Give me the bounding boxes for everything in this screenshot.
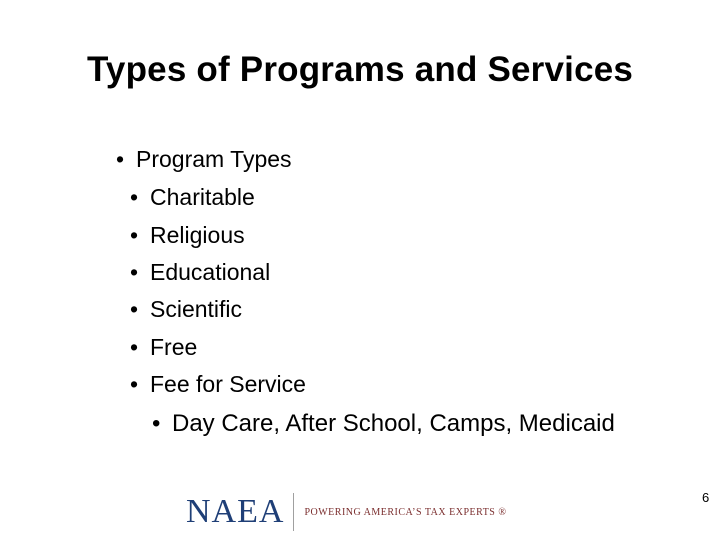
sub-bullet-text: Fee for Service xyxy=(150,371,306,397)
bullet-glyph: • xyxy=(130,371,139,397)
logo-mark: NAEA xyxy=(186,493,285,530)
bullet-glyph: • xyxy=(152,410,161,437)
page-number: 6 xyxy=(702,490,710,505)
bullet-text: Program Types xyxy=(136,146,292,172)
bullet-glyph: • xyxy=(130,334,139,360)
naea-logo xyxy=(186,492,506,532)
sub-bullet-text: Religious xyxy=(150,222,245,248)
sub-bullet-item xyxy=(130,334,197,361)
sub-bullet-text: Educational xyxy=(150,259,271,285)
bullet-program-types xyxy=(116,146,292,173)
sub-bullet-text: Free xyxy=(150,334,198,360)
sub-bullet-item xyxy=(130,222,245,249)
sub-bullet-item xyxy=(130,259,270,286)
sub-bullet-text: Scientific xyxy=(150,296,243,322)
sub-sub-bullet-item xyxy=(152,410,615,438)
sub-bullet-item xyxy=(130,371,306,398)
slide-title: Types of Programs and Services xyxy=(86,50,634,89)
sub-bullet-item xyxy=(130,296,242,323)
sub-bullet-text: Charitable xyxy=(150,184,255,210)
bullet-glyph: • xyxy=(130,259,139,285)
bullet-glyph: • xyxy=(130,296,139,322)
bullet-glyph: • xyxy=(116,146,125,172)
bullet-glyph: • xyxy=(130,222,139,248)
logo-tagline: POWERING AMERICA’S TAX EXPERTS ® xyxy=(304,506,507,518)
sub-bullet-item xyxy=(130,184,255,211)
bullet-glyph: • xyxy=(130,184,139,210)
sub-sub-bullet-text: Day Care, After School, Camps, Medicaid xyxy=(172,410,615,437)
logo-divider xyxy=(293,493,294,531)
